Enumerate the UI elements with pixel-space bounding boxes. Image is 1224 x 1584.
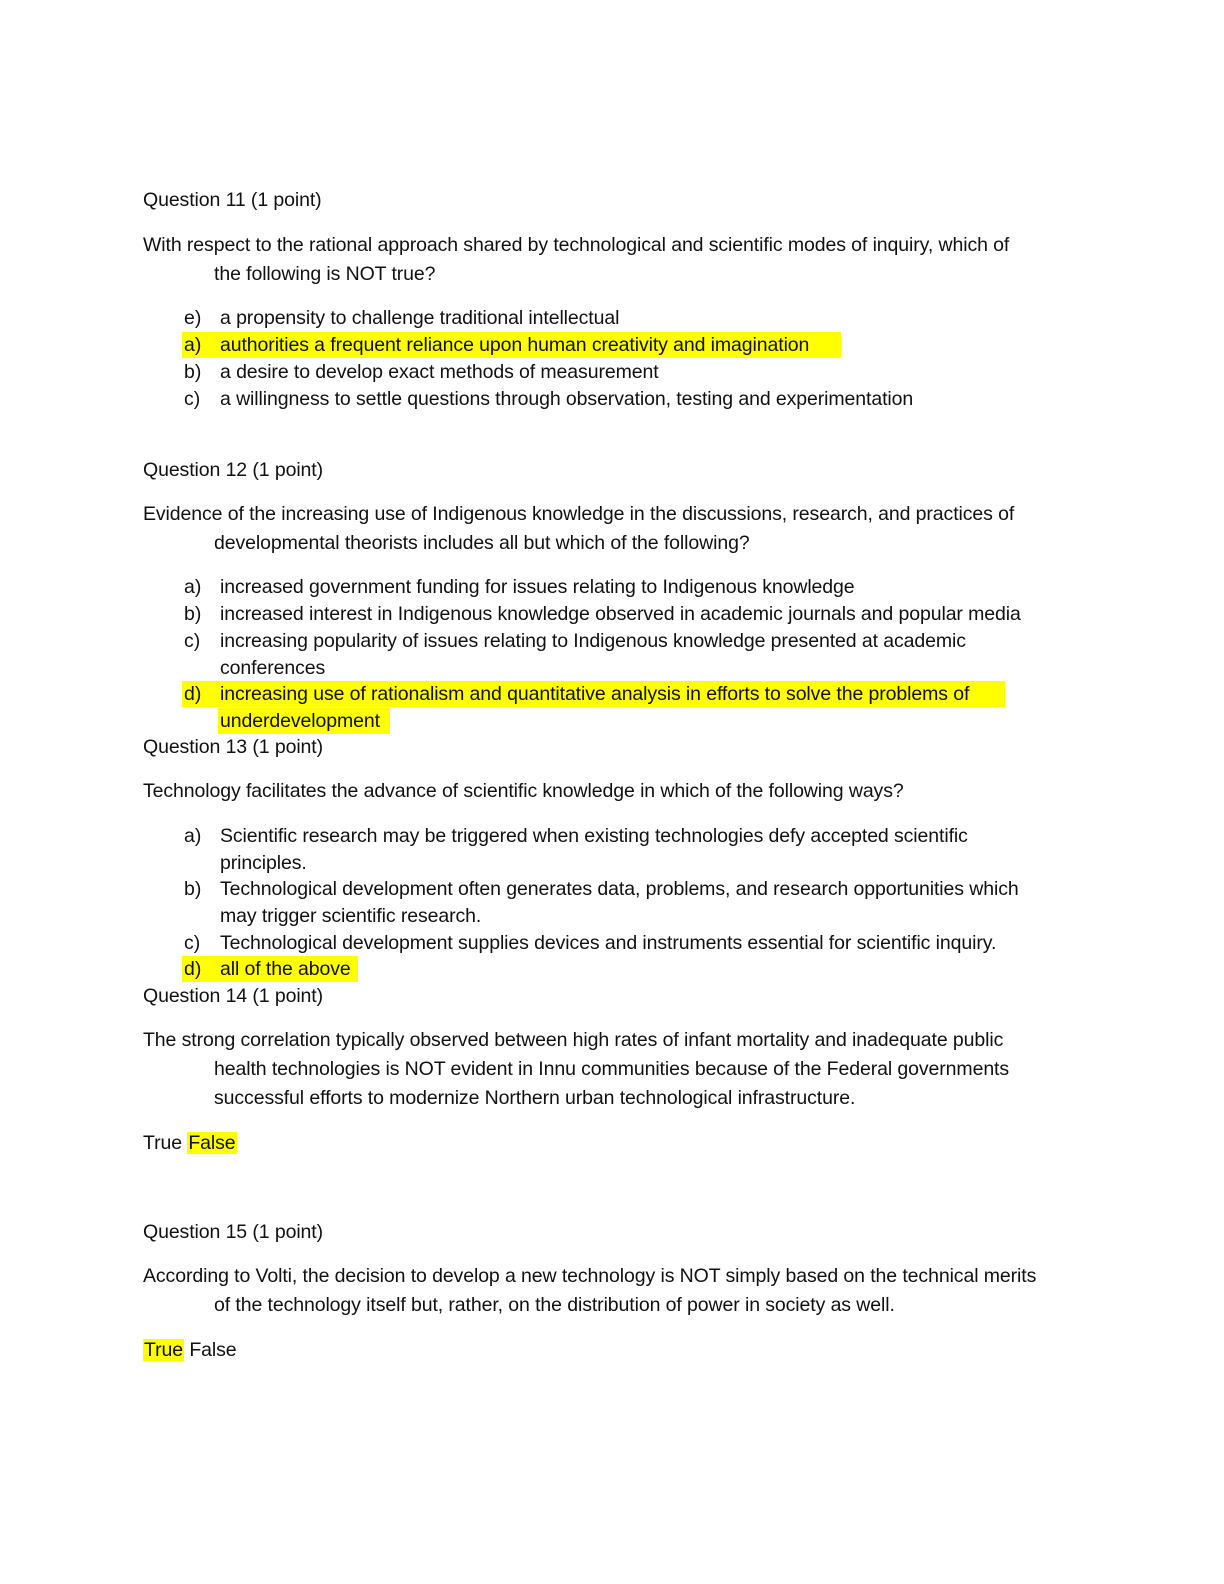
question-15-prompt-cont: of the technology itself but, rather, on the distribution of power in society as well. — [214, 1294, 895, 1316]
question-11-prompt-cont: the following is NOT true? — [214, 263, 436, 285]
q11-option-text-selected: authorities a frequent reliance upon human creativity and imagination — [220, 334, 810, 356]
q12-option-letter: d) — [184, 683, 202, 705]
question-11-heading: Question 11 (1 point) — [143, 189, 322, 211]
q12-option-text-selected-cont: underdevelopment — [220, 710, 380, 732]
question-14-heading: Question 14 (1 point) — [143, 985, 324, 1007]
q13-option-text-cont: principles. — [220, 852, 307, 874]
q11-option-text: a desire to develop exact methods of measurement — [220, 361, 659, 383]
q12-option-text-cont: conferences — [220, 657, 326, 679]
q12-option-text: increased government funding for issues relating to Indigenous knowledge — [220, 576, 855, 598]
q11-option-letter: c) — [184, 388, 201, 410]
q13-option-letter: c) — [184, 932, 201, 954]
question-14-prompt-cont: successful efforts to modernize Northern urban technological infrastructure. — [214, 1087, 856, 1109]
q11-option-letter: b) — [184, 361, 202, 383]
q12-option-letter: a) — [184, 576, 202, 598]
q13-option-letter: d) — [184, 958, 202, 980]
q11-option-letter: e) — [184, 307, 202, 329]
false-option: False — [189, 1339, 237, 1361]
q13-option-text: Technological development often generates data, problems, and research opportunities which — [220, 878, 1019, 900]
question-13-heading: Question 13 (1 point) — [143, 736, 324, 758]
true-option: True — [143, 1132, 182, 1154]
true-option-selected: True — [144, 1339, 183, 1361]
q11-option-text: a willingness to settle questions through observation, testing and experimentation — [220, 388, 914, 410]
question-13-prompt: Technology facilitates the advance of scientific knowledge in which of the following ways? — [143, 780, 904, 802]
q11-option-text: a propensity to challenge traditional intellectual — [220, 307, 620, 329]
q12-option-text: increased interest in Indigenous knowledge observed in academic journals and popular media — [220, 603, 1021, 625]
q13-option-text: Scientific research may be triggered when existing technologies defy accepted scientific — [220, 825, 968, 847]
q12-option-letter: c) — [184, 630, 201, 652]
q13-option-text-cont: may trigger scientific research. — [220, 905, 482, 927]
question-14-prompt: The strong correlation typically observed between high rates of infant mortality and inadequate public — [143, 1029, 1004, 1051]
question-11-prompt: With respect to the rational approach shared by technological and scientific modes of inquiry, which of — [143, 234, 1010, 256]
q13-option-letter: a) — [184, 825, 202, 847]
q12-option-text-selected: increasing use of rationalism and quantitative analysis in efforts to solve the problems of — [220, 683, 970, 705]
q13-option-text: Technological development supplies devices and instruments essential for scientific inquiry. — [220, 932, 997, 954]
question-15-answer-line — [143, 1337, 237, 1363]
q13-option-text-selected: all of the above — [220, 958, 351, 980]
false-option-selected: False — [188, 1132, 236, 1154]
q11-option-letter: a) — [184, 334, 202, 356]
question-12-prompt-cont: developmental theorists includes all but which of the following? — [214, 532, 750, 554]
q13-option-letter: b) — [184, 878, 202, 900]
question-12-heading: Question 12 (1 point) — [143, 459, 324, 481]
question-15-prompt: According to Volti, the decision to develop a new technology is NOT simply based on the technical merits — [143, 1265, 1037, 1287]
question-12-prompt: Evidence of the increasing use of Indigenous knowledge in the discussions, research, and practices of — [143, 503, 1015, 525]
question-14-prompt-cont: health technologies is NOT evident in Innu communities because of the Federal governments — [214, 1058, 1010, 1080]
q12-option-letter: b) — [184, 603, 202, 625]
q12-option-text: increasing popularity of issues relating to Indigenous knowledge presented at academic — [220, 630, 966, 652]
question-15-heading: Question 15 (1 point) — [143, 1221, 324, 1243]
question-14-answer-line — [143, 1130, 237, 1156]
